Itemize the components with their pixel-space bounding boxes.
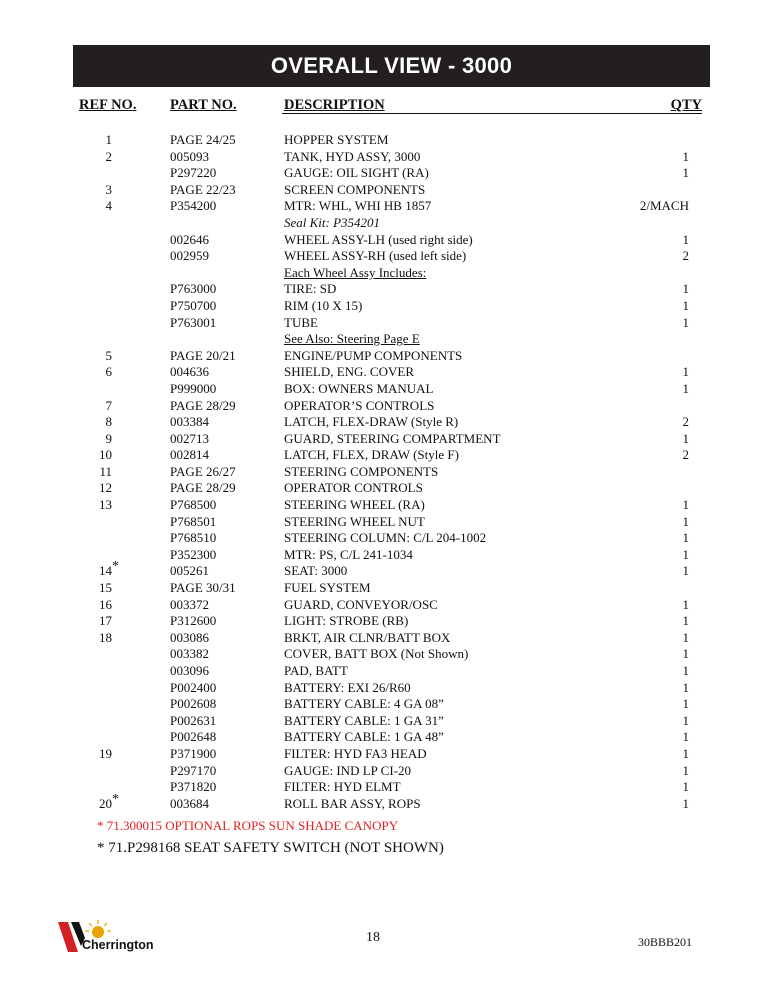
header-underline: [282, 113, 702, 114]
table-row: [0, 165, 773, 182]
table-row: [0, 248, 773, 265]
table-row: [0, 696, 773, 713]
part-no-cell: 002646: [170, 231, 209, 247]
description-cell: Seal Kit: P354201: [284, 214, 381, 230]
qty-cell: 1: [682, 430, 689, 446]
description-cell: BOX: OWNERS MANUAL: [284, 380, 434, 396]
description-cell: STEERING WHEEL NUT: [284, 513, 425, 529]
part-no-cell: 003372: [170, 596, 209, 612]
description-cell: BATTERY: EXI 26/R60: [284, 679, 411, 695]
description-cell: SEAT: 3000: [284, 563, 348, 579]
part-no-cell: 003382: [170, 646, 209, 662]
qty-cell: 2/MACH: [639, 198, 689, 214]
ref-no-cell: 14: [99, 563, 112, 579]
qty-cell: 1: [682, 795, 689, 811]
optional-canopy-note: * 71.300015 OPTIONAL ROPS SUN SHADE CANOPY: [97, 818, 399, 833]
qty-cell: 1: [682, 364, 689, 380]
description-cell: ENGINE/PUMP COMPONENTS: [284, 347, 463, 363]
qty-cell: 2: [682, 414, 689, 430]
header-description: DESCRIPTION: [284, 97, 385, 113]
header-qty: QTY: [670, 97, 702, 113]
description-cell: ROLL BAR ASSY, ROPS: [284, 795, 421, 811]
part-no-cell: PAGE 20/21: [170, 347, 236, 363]
description-cell: GAUGE: IND LP CI-20: [284, 762, 411, 778]
ref-no-cell: 2: [105, 148, 112, 164]
qty-cell: 1: [682, 513, 689, 529]
qty-cell: 1: [682, 148, 689, 164]
ref-no-cell: 5: [105, 347, 112, 363]
ref-no-cell: 8: [105, 414, 112, 430]
qty-cell: 1: [682, 380, 689, 396]
description-cell: FILTER: HYD FA3 HEAD: [284, 745, 427, 761]
part-no-cell: P763001: [170, 314, 217, 330]
qty-cell: 1: [682, 165, 689, 181]
header-ref-no: REF NO.: [79, 97, 137, 113]
part-no-cell: P312600: [170, 613, 217, 629]
table-row: [0, 149, 773, 166]
description-cell: COVER, BATT BOX (Not Shown): [284, 646, 469, 662]
page-title: OVERALL VIEW - 3000: [270, 53, 513, 78]
part-no-cell: P763000: [170, 281, 217, 297]
description-cell: TANK, HYD ASSY, 3000: [284, 148, 421, 164]
part-no-cell: P002400: [170, 679, 217, 695]
part-no-cell: P371900: [170, 745, 217, 761]
part-no-cell: PAGE 26/27: [170, 463, 236, 479]
part-no-cell: PAGE 22/23: [170, 181, 236, 197]
ref-no-cell: 6: [105, 364, 112, 380]
table-row: [0, 630, 773, 647]
parts-table: [0, 132, 773, 812]
part-no-cell: P768500: [170, 497, 217, 513]
description-cell: Each Wheel Assy Includes:: [284, 264, 427, 280]
description-cell: SHIELD, ENG. COVER: [284, 364, 414, 380]
description-cell: See Also: Steering Page E: [284, 331, 420, 347]
sun-rays-icon: [85, 920, 111, 938]
qty-cell: 1: [682, 546, 689, 562]
part-no-cell: P002648: [170, 729, 217, 745]
title-bar: [73, 45, 710, 87]
description-cell: WHEEL ASSY-LH (used right side): [284, 231, 473, 247]
part-no-cell: P768501: [170, 513, 217, 529]
description-cell: LATCH, FLEX-DRAW (Style R): [284, 414, 459, 430]
part-no-cell: P297170: [170, 762, 217, 778]
description-cell: HOPPER SYSTEM: [284, 132, 389, 147]
ref-no-cell: 19: [99, 745, 112, 761]
part-no-cell: 005261: [170, 563, 209, 579]
qty-cell: 1: [682, 314, 689, 330]
qty-cell: 1: [682, 712, 689, 728]
table-row: [0, 132, 773, 149]
table-row: [0, 182, 773, 199]
part-no-cell: P002631: [170, 712, 217, 728]
part-no-cell: 002713: [170, 430, 209, 446]
part-no-cell: PAGE 28/29: [170, 397, 236, 413]
table-row: [0, 447, 773, 464]
qty-cell: 1: [682, 297, 689, 313]
ref-no-cell: 16: [99, 596, 112, 612]
table-row: [0, 398, 773, 415]
description-cell: PAD, BATT: [284, 663, 348, 678]
description-cell: LIGHT: STROBE (RB): [284, 613, 409, 629]
table-row: [0, 514, 773, 531]
description-cell: BATTERY CABLE: 4 GA 08”: [284, 696, 444, 712]
qty-cell: 1: [682, 530, 689, 546]
qty-cell: 1: [682, 696, 689, 712]
part-no-cell: PAGE 30/31: [170, 580, 236, 596]
part-no-cell: 002959: [170, 248, 209, 264]
table-row: [0, 530, 773, 547]
table-row: [0, 746, 773, 763]
table-row: [0, 315, 773, 332]
description-cell: BATTERY CABLE: 1 GA 48”: [284, 729, 444, 745]
part-no-cell: P768510: [170, 530, 217, 546]
part-no-cell: P354200: [170, 198, 217, 214]
table-row: [0, 580, 773, 597]
table-row: [0, 559, 773, 580]
table-row: [0, 597, 773, 614]
table-row: [0, 232, 773, 249]
ref-no-cell: 17: [99, 613, 112, 629]
description-cell: GUARD, CONVEYOR/OSC: [284, 596, 438, 612]
qty-cell: 2: [682, 248, 689, 264]
ref-no-cell: 9: [105, 430, 112, 446]
ref-no-cell: 10: [99, 447, 112, 463]
qty-cell: 1: [682, 613, 689, 629]
table-row: [0, 348, 773, 365]
part-no-cell: 003684: [170, 795, 209, 811]
part-no-cell: P371820: [170, 779, 217, 795]
description-cell: STEERING COLUMN: C/L 204-1002: [284, 530, 487, 546]
qty-cell: 1: [682, 629, 689, 645]
qty-cell: 1: [682, 745, 689, 761]
table-row: [0, 414, 773, 431]
qty-cell: 1: [682, 679, 689, 695]
part-no-cell: P297220: [170, 165, 217, 181]
document-code: 30BBB201: [638, 935, 693, 949]
table-row: [0, 729, 773, 746]
description-cell: TUBE: [284, 314, 318, 330]
ref-no-cell: 13: [99, 497, 112, 513]
ref-no-cell: 1: [105, 132, 112, 147]
description-cell: OPERATOR CONTROLS: [284, 480, 423, 496]
ref-no-cell: 12: [99, 480, 112, 496]
page-number: 18: [366, 930, 380, 945]
description-cell: WHEEL ASSY-RH (used left side): [284, 248, 467, 264]
part-no-cell: P999000: [170, 380, 217, 396]
description-cell: FUEL SYSTEM: [284, 580, 371, 596]
table-row: [0, 331, 773, 348]
table-row: [0, 763, 773, 780]
description-cell: MTR: WHL, WHI HB 1857: [284, 198, 432, 214]
header-part-no: PART NO.: [170, 97, 237, 113]
part-no-cell: 002814: [170, 447, 209, 463]
table-row: [0, 265, 773, 282]
description-cell: GUARD, STEERING COMPARTMENT: [284, 430, 501, 446]
qty-cell: 1: [682, 663, 689, 678]
description-cell: LATCH, FLEX, DRAW (Style F): [284, 447, 459, 463]
description-cell: MTR: PS, C/L 241-1034: [284, 546, 413, 562]
ref-no-cell: 4: [105, 198, 112, 214]
description-cell: OPERATOR’S CONTROLS: [284, 397, 435, 413]
table-row: [0, 480, 773, 497]
table-row: [0, 713, 773, 730]
description-cell: RIM (10 X 15): [284, 297, 363, 313]
table-row: [0, 298, 773, 315]
qty-cell: 1: [682, 596, 689, 612]
table-row: [0, 663, 773, 680]
part-no-cell: 003096: [170, 663, 209, 678]
part-no-cell: 003384: [170, 414, 209, 430]
qty-cell: 1: [682, 762, 689, 778]
qty-cell: 1: [682, 729, 689, 745]
part-no-cell: P352300: [170, 546, 217, 562]
qty-cell: 1: [682, 231, 689, 247]
qty-cell: 1: [682, 563, 689, 579]
qty-cell: 2: [682, 447, 689, 463]
ref-no-cell: 7: [105, 397, 112, 413]
ref-no-cell: 3: [105, 181, 112, 197]
description-cell: BATTERY CABLE: 1 GA 31”: [284, 712, 444, 728]
table-row: [0, 431, 773, 448]
description-cell: BRKT, AIR CLNR/BATT BOX: [284, 629, 451, 645]
part-no-cell: PAGE 24/25: [170, 132, 236, 147]
part-no-cell: P002608: [170, 696, 217, 712]
table-row: [0, 464, 773, 481]
description-cell: SCREEN COMPONENTS: [284, 181, 426, 197]
description-cell: STEERING COMPONENTS: [284, 463, 439, 479]
description-cell: TIRE: SD: [284, 281, 337, 297]
asterisk-mark: *: [112, 791, 119, 807]
part-no-cell: P750700: [170, 297, 217, 313]
table-row: [0, 381, 773, 398]
ref-no-cell: 18: [99, 629, 112, 645]
table-row: [0, 198, 773, 215]
ref-no-cell: 20: [99, 795, 112, 811]
table-row: [0, 791, 773, 813]
svg-text:Cherrington: Cherrington: [82, 938, 154, 952]
description-cell: STEERING WHEEL (RA): [284, 497, 425, 513]
part-no-cell: PAGE 28/29: [170, 480, 236, 496]
table-row: [0, 646, 773, 663]
description-cell: GAUGE: OIL SIGHT (RA): [284, 165, 429, 181]
part-no-cell: 003086: [170, 629, 209, 645]
seat-switch-note: * 71.P298168 SEAT SAFETY SWITCH (NOT SHOWN): [97, 840, 444, 856]
table-row: [0, 215, 773, 232]
qty-cell: 1: [682, 646, 689, 662]
table-row: [0, 613, 773, 630]
table-row: [0, 497, 773, 514]
cherrington-logo: [58, 918, 158, 954]
part-no-cell: 005093: [170, 148, 209, 164]
table-row: [0, 680, 773, 697]
ref-no-cell: 15: [99, 580, 112, 596]
table-row: [0, 281, 773, 298]
description-cell: FILTER: HYD ELMT: [284, 779, 401, 795]
qty-cell: 1: [682, 497, 689, 513]
ref-no-cell: 11: [99, 463, 112, 479]
asterisk-mark: *: [112, 559, 119, 575]
qty-cell: 1: [682, 281, 689, 297]
qty-cell: 1: [682, 779, 689, 795]
table-row: [0, 364, 773, 381]
part-no-cell: 004636: [170, 364, 209, 380]
